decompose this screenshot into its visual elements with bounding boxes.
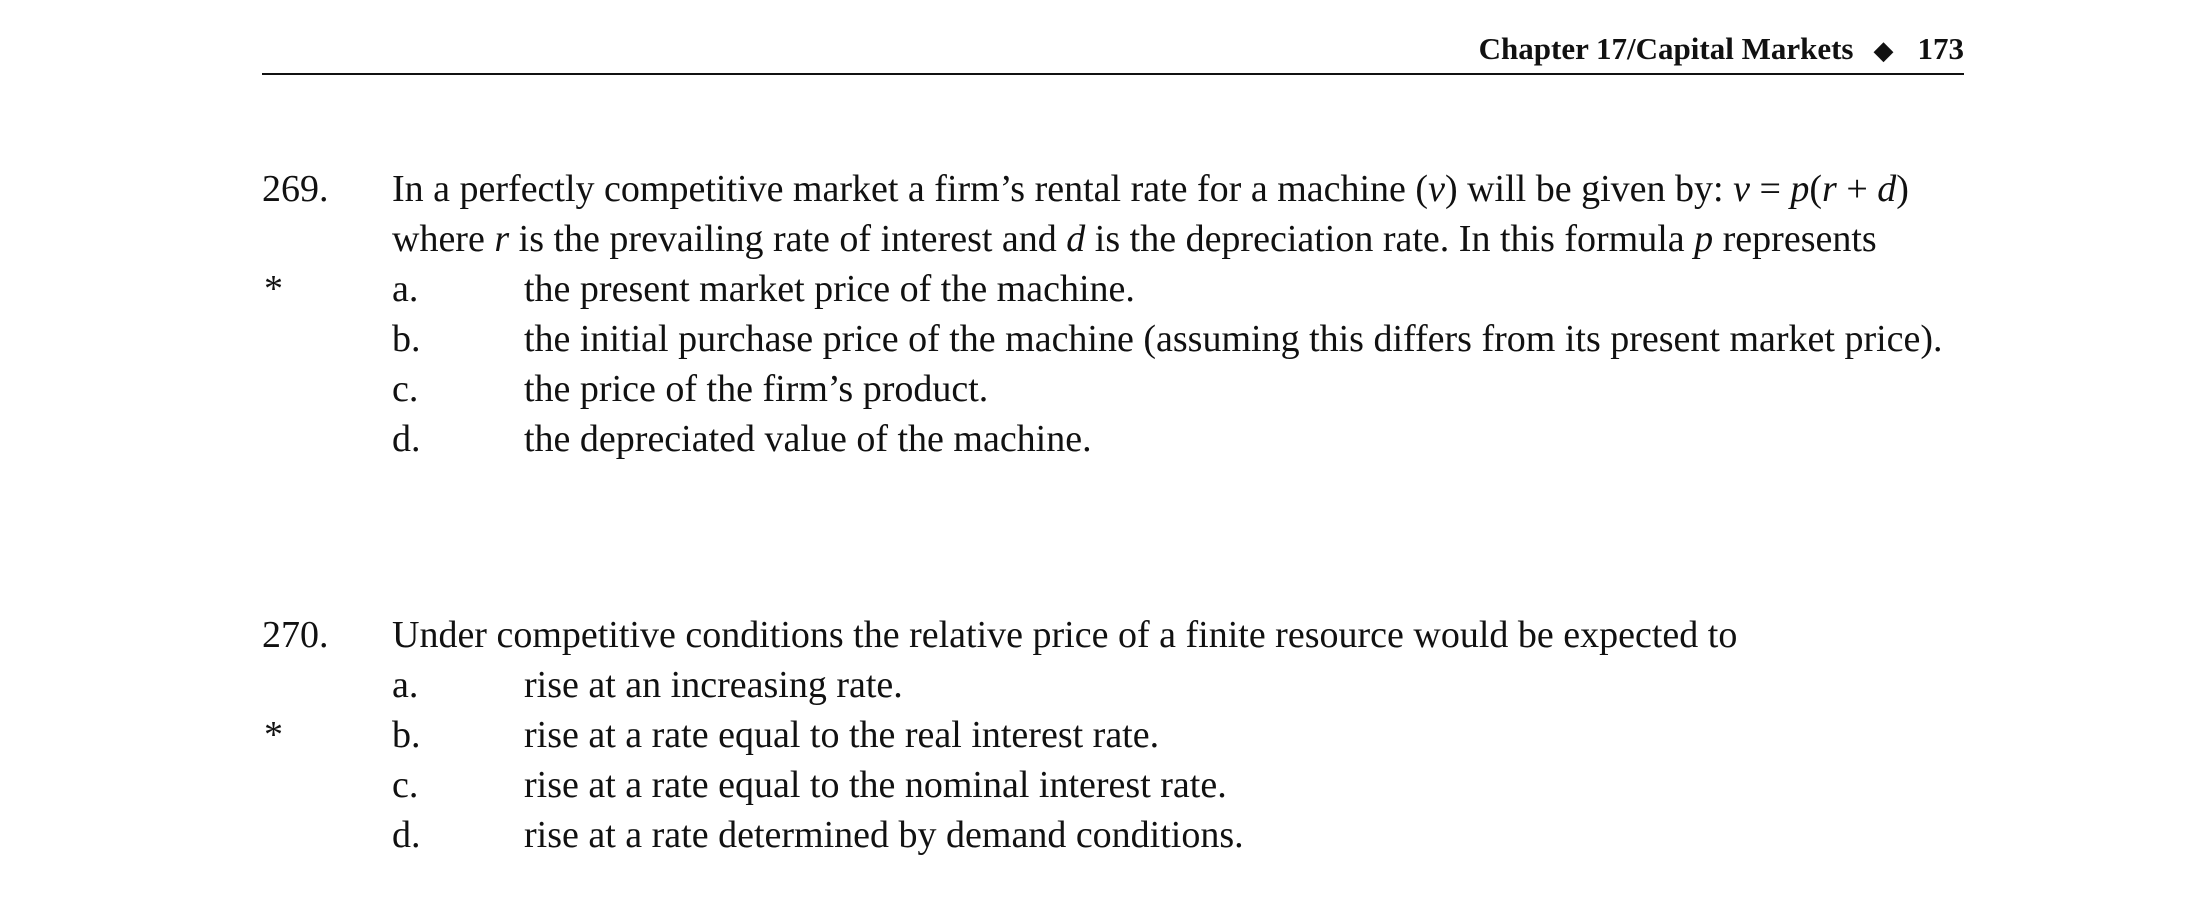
question-stem — [392, 610, 1952, 660]
stem-text: represents — [1713, 218, 1877, 260]
correct-answer-marker: * — [264, 268, 283, 310]
math-variable: r — [1822, 168, 1837, 210]
stem-text: = — [1749, 168, 1791, 210]
stem-text: In a perfectly competitive market a firm’s rental rate for a machine ( — [392, 168, 1429, 210]
question-stem — [392, 164, 1952, 264]
question-270 — [262, 610, 1964, 860]
option-text: rise at a rate determined by demand conditions. — [524, 814, 1244, 856]
option-b — [262, 710, 1964, 760]
stem-text: ( — [1809, 168, 1823, 210]
correct-answer-marker: * — [264, 714, 283, 756]
option-text: rise at a rate equal to the real interest rate. — [524, 714, 1160, 756]
stem-text: is the depreciation rate. In this formula — [1085, 218, 1695, 260]
math-variable: v — [1733, 168, 1750, 210]
answer-options — [262, 660, 1964, 860]
stem-text: ) will be given by: — [1444, 168, 1734, 210]
math-variable: p — [1694, 218, 1714, 260]
running-header — [262, 26, 1964, 74]
option-letter: b. — [392, 318, 421, 360]
option-d — [262, 414, 1964, 464]
stem-text: is the prevailing rate of interest and — [509, 218, 1067, 260]
option-d — [262, 810, 1964, 860]
chapter-title: Chapter 17/Capital Markets — [1478, 31, 1854, 66]
stem-text: + — [1836, 168, 1878, 210]
option-b — [262, 314, 1964, 364]
diamond-separator-icon: ◆ — [1873, 36, 1894, 65]
option-text: the present market price of the machine. — [524, 268, 1135, 310]
option-c — [262, 760, 1964, 810]
option-a — [262, 660, 1964, 710]
option-text: rise at a rate equal to the nominal interest rate. — [524, 764, 1227, 806]
math-variable: r — [494, 218, 510, 260]
option-text: the depreciated value of the machine. — [524, 418, 1092, 460]
option-c — [262, 364, 1964, 414]
option-letter: d. — [392, 814, 421, 856]
math-variable: d — [1066, 218, 1086, 260]
option-text: the initial purchase price of the machine (assuming this differs from its present market price). — [524, 318, 1943, 360]
option-letter: c. — [392, 368, 419, 410]
option-text: rise at an increasing rate. — [524, 664, 903, 706]
option-letter: d. — [392, 418, 421, 460]
math-variable: v — [1428, 168, 1445, 210]
option-letter: a. — [392, 664, 419, 706]
question-269 — [262, 164, 1964, 464]
question-number: 270. — [262, 614, 329, 656]
option-letter: b. — [392, 714, 421, 756]
option-text: the price of the firm’s product. — [524, 368, 989, 410]
page-number: 173 — [1917, 31, 1964, 66]
question-number: 269. — [262, 168, 329, 210]
header-rule — [262, 73, 1964, 75]
stem-text: ) where — [392, 168, 1909, 260]
math-variable: d — [1877, 168, 1897, 210]
stem-text: Under competitive conditions the relative price of a finite resource would be expected to — [392, 614, 1738, 656]
math-variable: p — [1790, 168, 1810, 210]
option-a — [262, 264, 1964, 314]
answer-options — [262, 264, 1964, 464]
option-letter: a. — [392, 268, 419, 310]
option-letter: c. — [392, 764, 419, 806]
